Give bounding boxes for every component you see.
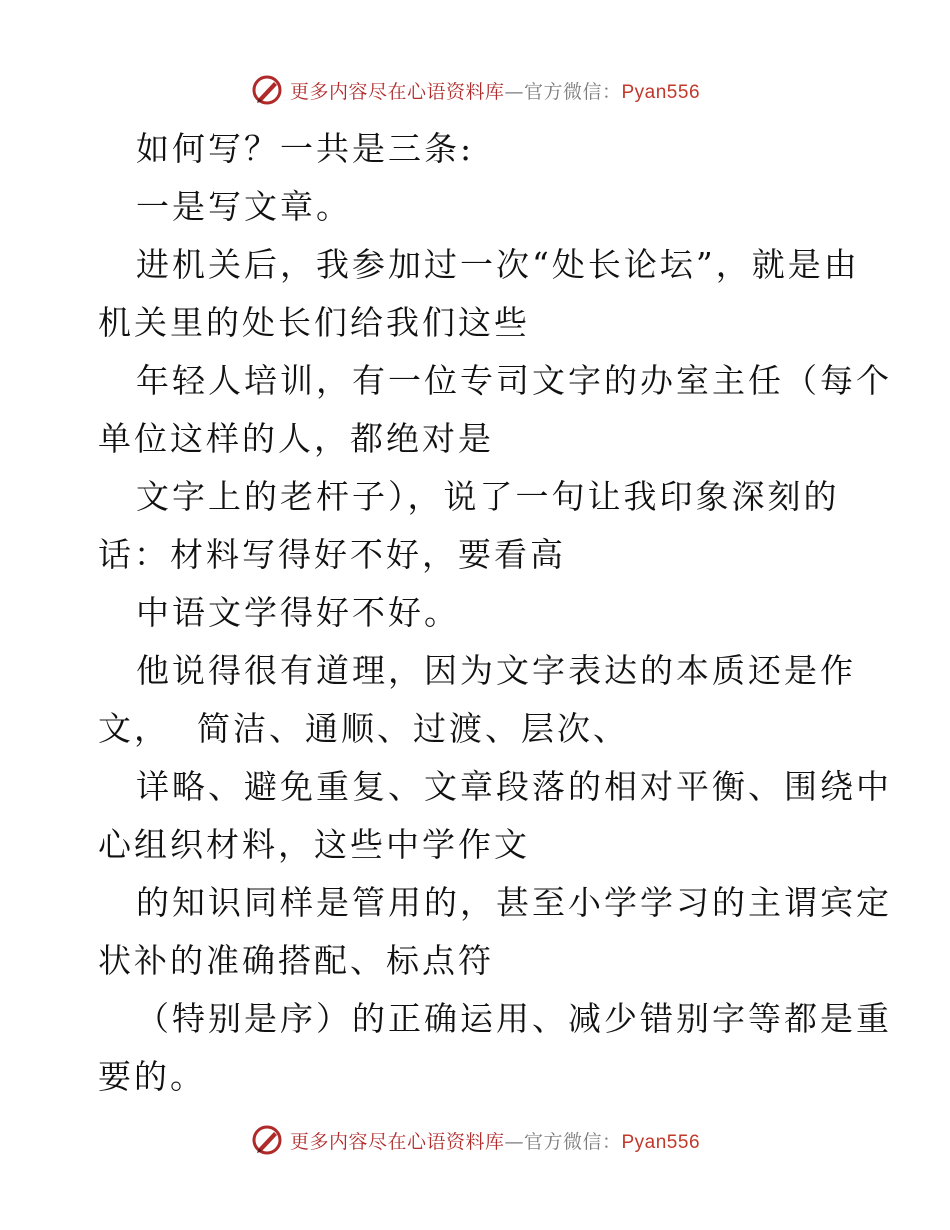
footer-banner-text — [290, 1127, 700, 1154]
footer-banner-title: 更多内容尽在心语资料库 — [289, 1130, 505, 1153]
body-line: 文， 简洁、通顺、过渡、层次、 — [98, 709, 629, 748]
body-line: 状补的准确搭配、标点符 — [98, 941, 494, 980]
body-line: 单位这样的人，都绝对是 — [98, 419, 494, 458]
footer-banner-wechat-id: Pyan556 — [621, 1131, 701, 1153]
body-line: 如何写？一共是三条: — [136, 129, 475, 168]
body-line: 要的。 — [98, 1057, 206, 1096]
header-banner-wechat-id: Pyan556 — [621, 81, 701, 103]
body-line: 详略、避免重复、文章段落的相对平衡、围绕中 — [136, 767, 892, 806]
body-line: 话：材料写得好不好，要看高 — [98, 535, 566, 574]
body-line: 文字上的老杆子），说了一句让我印象深刻的 — [136, 477, 840, 516]
document-body — [98, 120, 892, 1106]
header-banner — [0, 70, 950, 110]
body-line: 中语文学得好不好。 — [136, 593, 460, 632]
pen-logo-icon — [250, 73, 284, 107]
body-line: 一是写文章。 — [136, 187, 352, 226]
body-line: 机关里的处长们给我们这些 — [98, 303, 530, 342]
body-line: 心组织材料，这些中学作文 — [98, 825, 530, 864]
header-banner-title: 更多内容尽在心语资料库 — [289, 80, 505, 103]
body-line: 的知识同样是管用的，甚至小学学习的主谓宾定 — [136, 883, 892, 922]
body-line: 进机关后，我参加过一次“处长论坛”，就是由 — [136, 245, 860, 284]
pen-logo-icon — [250, 1123, 284, 1157]
footer-banner — [0, 1120, 950, 1160]
header-banner-text — [290, 77, 700, 104]
body-line: （特别是序）的正确运用、减少错别字等都是重 — [136, 999, 892, 1038]
body-line: 他说得很有道理，因为文字表达的本质还是作 — [136, 651, 856, 690]
footer-banner-label: —官方微信： — [504, 1130, 622, 1153]
header-banner-label: —官方微信： — [504, 80, 622, 103]
body-line: 年轻人培训，有一位专司文字的办室主任（每个 — [136, 361, 892, 400]
